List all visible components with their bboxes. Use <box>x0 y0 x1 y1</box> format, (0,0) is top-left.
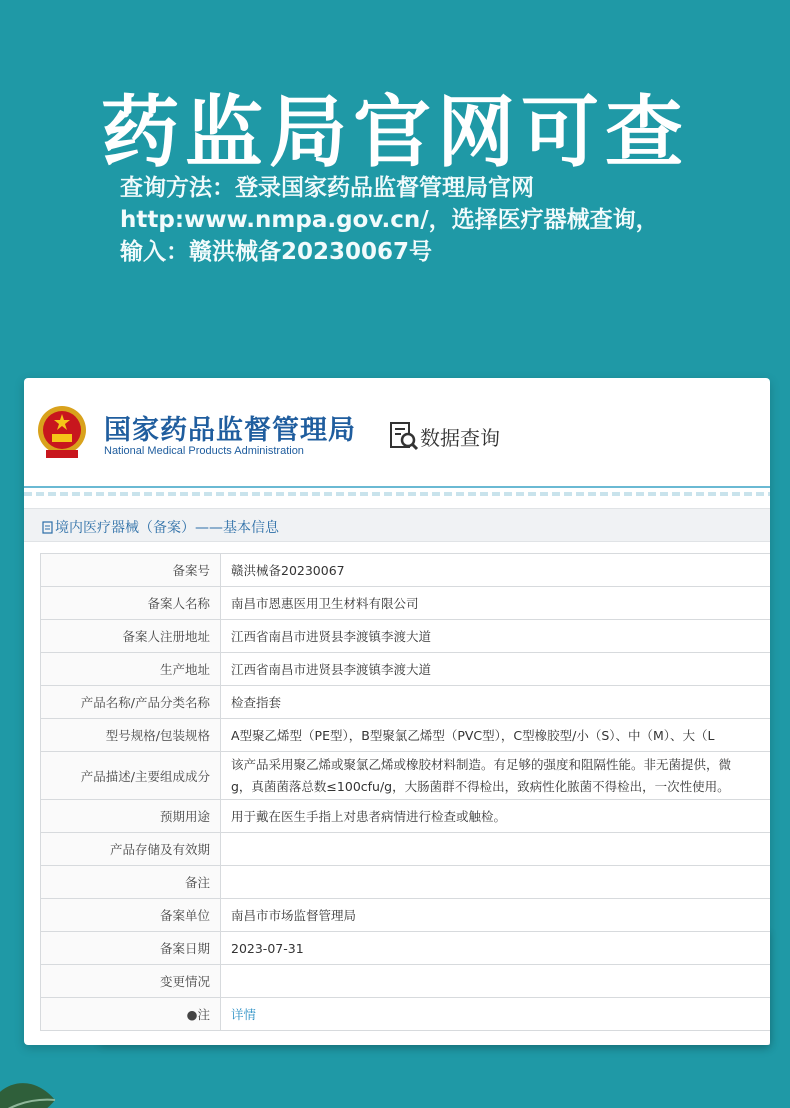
org-name-cn: 国家药品监督管理局 <box>104 415 356 446</box>
document-icon <box>42 521 53 534</box>
data-query-link[interactable]: 数据查询 <box>420 426 500 450</box>
divider <box>24 492 770 496</box>
row-value <box>221 833 771 866</box>
hero-title: 药监局官网可查 <box>100 88 689 178</box>
table-row <box>41 866 771 899</box>
table-row <box>41 554 771 587</box>
row-label: 备案日期 <box>41 932 221 965</box>
hero-desc-line-2: http:www.nmpa.gov.cn/，选择医疗器械查询， <box>120 207 659 233</box>
row-label: 变更情况 <box>41 965 221 998</box>
table-row <box>41 998 771 1031</box>
row-value: 南昌市市场监督管理局 <box>221 899 771 932</box>
row-value: 用于戴在医生手指上对患者病情进行检查或触检。 <box>221 800 771 833</box>
row-value <box>221 866 771 899</box>
hero-desc-line-3: 输入：赣洪械备20230067号 <box>120 239 433 265</box>
row-label: 型号规格/包装规格 <box>41 719 221 752</box>
row-value <box>221 965 771 998</box>
row-label: 产品名称/产品分类名称 <box>41 686 221 719</box>
row-label: 产品描述/主要组成成分 <box>41 752 221 800</box>
details-link[interactable]: 详情 <box>221 998 771 1031</box>
row-value: 南昌市恩惠医用卫生材料有限公司 <box>221 587 771 620</box>
row-label: 备案号 <box>41 554 221 587</box>
table-row <box>41 752 771 800</box>
table-row <box>41 800 771 833</box>
row-value: 2023-07-31 <box>221 932 771 965</box>
row-label: 生产地址 <box>41 653 221 686</box>
row-label: 备案人注册地址 <box>41 620 221 653</box>
row-value: 赣洪械备20230067 <box>221 554 771 587</box>
section-title <box>42 517 279 537</box>
screenshot-card <box>24 378 770 1045</box>
data-query-icon[interactable] <box>388 420 420 452</box>
org-name-en: National Medical Products Administration <box>104 445 304 457</box>
leaf-decoration <box>0 1040 60 1108</box>
table-row <box>41 965 771 998</box>
section-bar <box>24 508 770 542</box>
site-header <box>24 378 770 488</box>
row-value: 检查指套 <box>221 686 771 719</box>
row-label: 备注 <box>41 866 221 899</box>
table-row <box>41 899 771 932</box>
row-label: 产品存储及有效期 <box>41 833 221 866</box>
hero-desc-line-1: 查询方法：登录国家药品监督管理局官网 <box>120 175 534 201</box>
table-row <box>41 932 771 965</box>
row-value <box>221 752 771 800</box>
note-label: 注 <box>197 1007 210 1022</box>
table-row <box>41 620 771 653</box>
row-value: A型聚乙烯型（PE型），B型聚氯乙烯型（PVC型），C型橡胶型/小（S）、中（M）、大（L <box>221 719 771 752</box>
row-value-line-1: 该产品采用聚乙烯或聚氯乙烯或橡胶材料制造。有足够的强度和阻隔性能。非无菌提供，微 <box>231 756 732 772</box>
hero-description <box>120 172 770 268</box>
table-row <box>41 653 771 686</box>
row-label: 备案单位 <box>41 899 221 932</box>
row-value-line-2: g，真菌菌落总数≤100cfu/g，大肠菌群不得检出，致病性化脓菌不得检出，一次性使用。 <box>231 778 730 794</box>
section-title-text: 境内医疗器械（备案）——基本信息 <box>55 520 279 536</box>
national-emblem-icon <box>36 404 88 460</box>
row-label <box>41 998 221 1031</box>
row-value: 江西省南昌市进贤县李渡镇李渡大道 <box>221 620 771 653</box>
row-value: 江西省南昌市进贤县李渡镇李渡大道 <box>221 653 771 686</box>
info-table <box>40 553 770 1031</box>
row-label: 预期用途 <box>41 800 221 833</box>
table-row <box>41 686 771 719</box>
table-row <box>41 719 771 752</box>
table-row <box>41 587 771 620</box>
table-row <box>41 833 771 866</box>
location-pin-icon: ● <box>186 1007 198 1022</box>
row-label: 备案人名称 <box>41 587 221 620</box>
